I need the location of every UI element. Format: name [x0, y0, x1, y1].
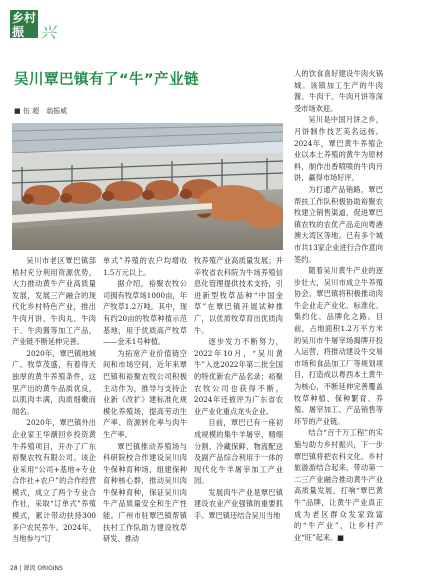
- text-column-3: [194, 255, 283, 550]
- magazine-name: 源流 ORIGINS: [23, 565, 63, 572]
- logo-badge: [10, 10, 38, 38]
- paragraph: 据介绍，裕聚农牧公司拥有牧草场1000亩，年产牧草1.2万吨。其中，现有约20亩的牧草种植示范基地，用于优质高产牧草——金禾1号种植。: [103, 279, 187, 347]
- logo-glyph: 兴: [40, 23, 57, 42]
- paragraph: 人的饮食喜好建设牛肉火锅城。该镇加工生产的牛肉酱、牛肉干、牛肉月饼等深受市场欢迎。: [294, 69, 383, 113]
- column-logo: [10, 10, 62, 42]
- page-number: 28: [10, 565, 18, 572]
- logo-line1: 乡村: [12, 11, 37, 25]
- text-column-4: [294, 68, 383, 550]
- paragraph: 发展肉牛产业是覃巴镇建设农业产业强镇的重要抓手。覃巴镇还结合吴川当地: [194, 487, 283, 521]
- paragraph: 结合“百千万工程”的实施与助力乡村振兴，下一步覃巴镇将把农科文化、乡村旅游游结合起来，带动第一二三产业融合推动黄牛产业高质量发展，打响“覃巴黄牛”品牌，让黄牛产业真正成为老区群众发家致富的“牛产业”，让乡村产业“旺”起来。■: [294, 428, 383, 542]
- article-title: 吴川覃巴镇有了“牛”产业链: [14, 72, 200, 88]
- text-column-2: [103, 255, 187, 550]
- cattle-barn-photo: [12, 123, 283, 250]
- paragraph: 覃巴镇推动养殖场与科研院校合作建设吴川肉牛保种育种场，组建保种育种核心群，推动吴川肉牛保种育种，保证吴川肉牛产品质量安全和生产性能。广州市驻覃巴镇帮镇扶村工作队助力建设牧草研发、推动: [103, 441, 187, 544]
- paragraph: 牧养殖产业高质量发展；并辛牧省农科院为牛场养殖信息化管理提供技术支持，引进新型牧草品种“中国金草”在覃巴镇开展试种推广，以优质牧草育出优质肉牛。: [194, 256, 283, 335]
- paragraph: 吴川是中国月饼之乡，月饼制作技艺美名远扬。2024年，覃巴黄牛养殖企业以本土养殖的黄牛为原材料，制作出香喷喷的牛肉月饼，赢得市场好评。: [294, 115, 383, 183]
- paragraph: 2020年，覃巴镇外出企业家王华潮回乡投资黄牛养殖项目，开办了广东裕聚农牧有限公司。该企业采用“公司+基地+专业合作社+农户”的合作经营模式，成立了两个专业合作社，采取“订单式”养殖模式，累计带动扶持300多户农民养牛。2024年，当地参与“订: [12, 418, 96, 544]
- paragraph: 为打通产品销路，覃巴帮扶工作队积极协助裕聚农牧建立销售渠道，促进覃巴镇农牧的农优产品走向粤港澳大湾区等地。已有多个城市共13家企业进行合作意向签约。: [294, 184, 383, 264]
- logo-line2: 振: [12, 25, 25, 39]
- paragraph: 目前，覃巴已有一座初成规模的集牛羊屠宰、精细分割、冷藏保鲜、物流配送及副产品综合利用于一体的现代化牛羊屠宰加工产业园。: [194, 418, 283, 486]
- byline: [14, 106, 67, 116]
- footer-separator: |: [19, 565, 24, 572]
- byline-text: ■ 伍 超 翁振威: [14, 107, 68, 115]
- paragraph: 逐步发力不断努力，2022年10月，“吴川黄牛”入选2022年第二批全国的特优新农产品名录；裕聚农牧公司也获得不断，2024年还被评为广东省农业产业化重点龙头企业。: [194, 337, 283, 416]
- paragraph: 单式”养殖的农户均增收1.5万元以上。: [103, 256, 187, 277]
- page-footer: [10, 563, 63, 572]
- paragraph: 吴川市老区覃巴镇部梧村充分利用资源优势，大力推动黄牛产业高质量发展，发展三产融合的现代化乡村特色产业，推出牛肉月饼、牛肉丸、牛肉干、牛肉酱等加工产品，产业链不断延伸完善。: [12, 256, 96, 347]
- paragraph: 为拓宽产业价值链空间和市场空间，近年来覃巴镇和裕聚农牧公司积极主动作为，推导与支持企业新《改扩》建标准化规模化养殖场，提高劳动生产率、资源转化率与肉牛生产率。: [103, 348, 187, 439]
- paragraph: 2020年，覃巴镇地域广、牧草茂盛，有着得天独厚的黄牛养殖条件，这里产出的黄牛品质优良，以肌肉丰满，肉质细嫩而闻名。: [12, 348, 96, 416]
- text-column-1: [12, 255, 96, 550]
- paragraph: 随着吴川黄牛产业的逐步壮大，吴川市成立牛养殖协会。覃巴镇将积极推动肉牛企业走产业化、标准化、集约化、品牌化之路。目前，占地面积1.2万平方米的吴川市牛屠宰场揭牌开投入运营，将推动建设牛交易市场和食品加工厂等规划项目，打造成以粤西本土黄牛为核心，不断延伸完善覆盖牧草种植、保种繁育、养殖、屠宰加工、产品销售等环节的产业链。: [294, 266, 383, 426]
